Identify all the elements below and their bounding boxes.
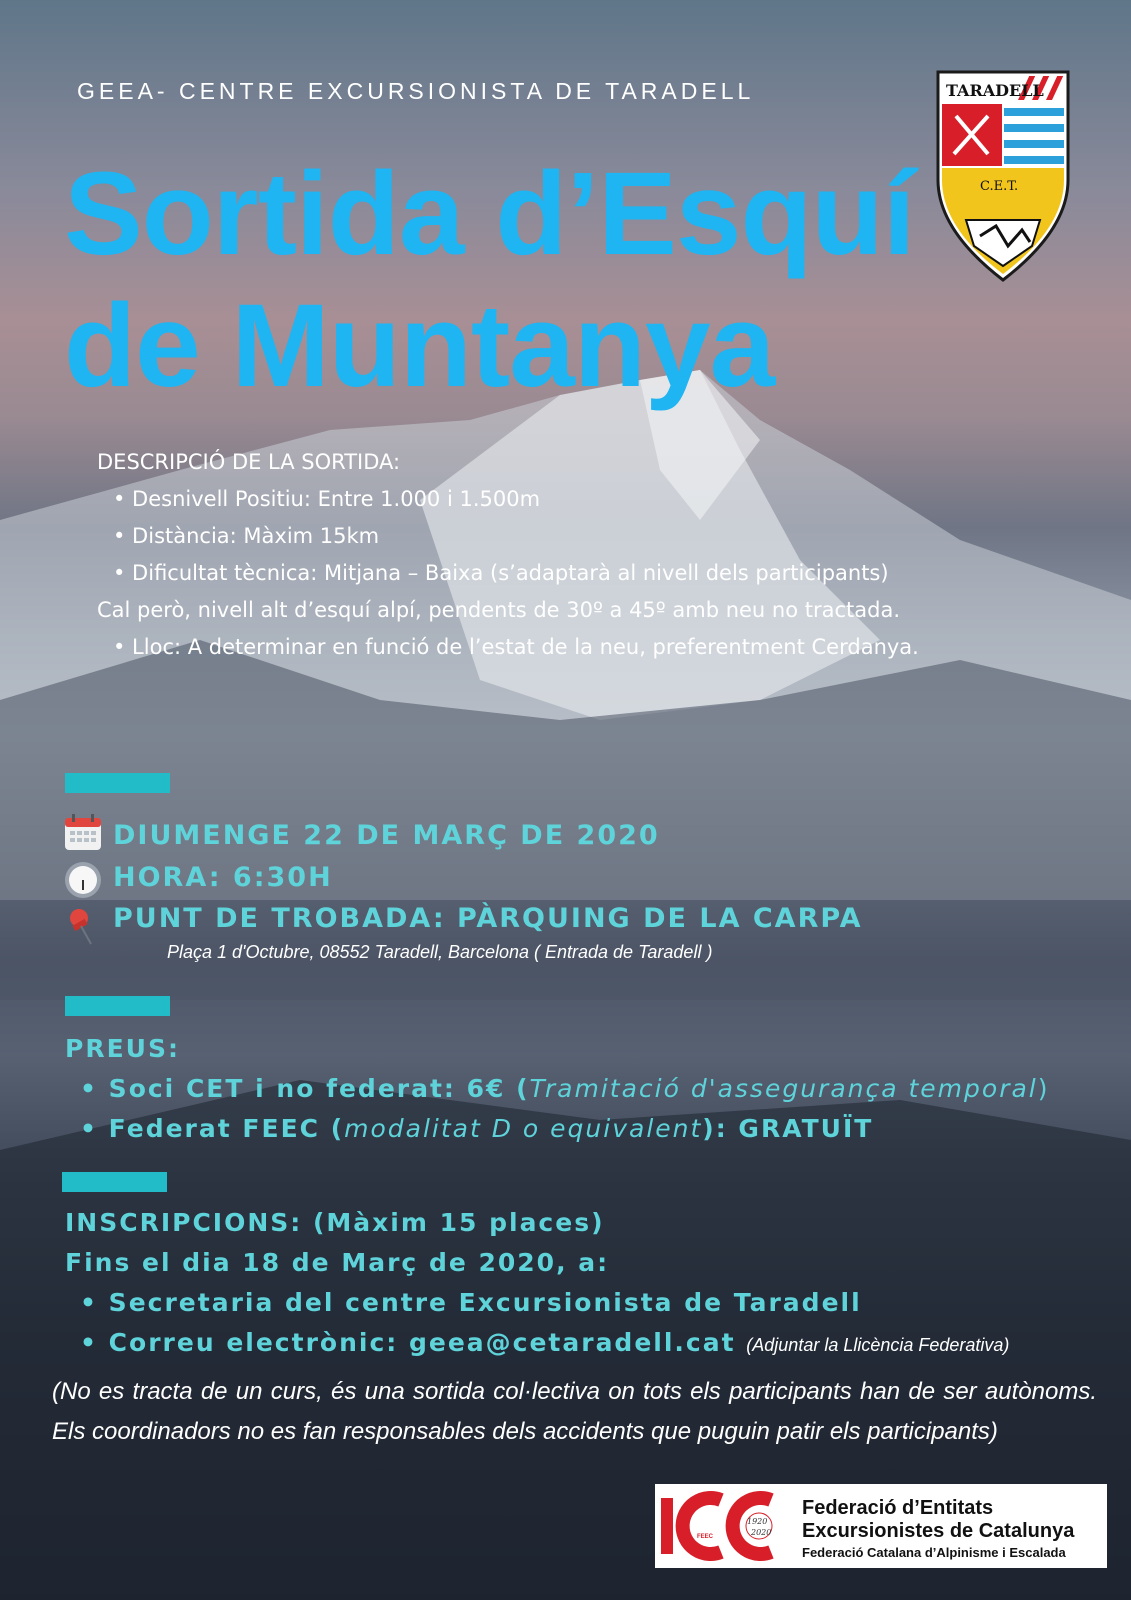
price-item-federated-note: modalitat D o equivalent: [344, 1114, 703, 1143]
price-item-member-end: ): [1037, 1074, 1050, 1103]
description-block: [97, 444, 919, 666]
description-item-location: • Lloc: A determinar en funció de l’estat de la neu, preferentment Cerdanya.: [113, 635, 919, 659]
feec-years-bottom: 2020: [751, 1528, 772, 1537]
price-item-member: [80, 1074, 1050, 1103]
section-divider: [65, 773, 170, 793]
meeting-point: PUNT DE TROBADA: PÀRQUING DE LA CARPA: [113, 903, 863, 934]
prices-heading: PREUS:: [65, 1034, 180, 1063]
title-line-2: de Muntanya: [64, 280, 775, 412]
registration-item-office: • Secretaria del centre Excursionista de Taradell: [80, 1288, 862, 1317]
pushpin-icon: [63, 906, 103, 946]
price-item-federated: [80, 1114, 873, 1143]
clock-icon: [63, 860, 103, 900]
club-shield-logo: [936, 70, 1070, 284]
registration-deadline: Fins el dia 18 de Març de 2020, a:: [65, 1248, 610, 1277]
registration-email[interactable]: • Correu electrònic: geea@cetaradell.cat: [80, 1328, 736, 1357]
description-item-elevation: • Desnivell Positiu: Entre 1.000 i 1.500m: [113, 487, 541, 511]
registration-heading: INSCRIPCIONS: (Màxim 15 places): [65, 1208, 605, 1237]
section-divider: [65, 996, 170, 1016]
description-note: Cal però, nivell alt d’esquí alpí, pendents de 30º a 45º amb neu no tractada.: [97, 598, 901, 622]
feec-name-line-3: Federació Catalana d’Alpinisme i Escalada: [802, 1545, 1066, 1560]
calendar-icon: [63, 812, 103, 852]
feec-badge: FEEC: [697, 1534, 714, 1540]
price-item-federated-end: ): GRATUÏT: [702, 1114, 874, 1143]
registration-item-email: [80, 1328, 1009, 1357]
event-time: HORA: 6:30H: [113, 862, 333, 893]
description-item-difficulty: • Dificultat tècnica: Mitjana – Baixa (s’adaptarà al nivell dels participants): [113, 561, 889, 585]
logo-top-text: TARADELL: [946, 81, 1044, 100]
price-item-member-label: • Soci CET i no federat: 6€ (: [80, 1074, 530, 1103]
description-item-distance: • Distància: Màxim 15km: [113, 524, 380, 548]
title-line-1: Sortida d’Esquí: [64, 148, 915, 280]
registration-email-note: (Adjuntar la Llicència Federativa): [746, 1335, 1010, 1355]
feec-name-line-2: Excursionistes de Catalunya: [802, 1520, 1075, 1542]
price-item-member-note: Tramitació d'assegurança temporal: [529, 1074, 1038, 1103]
feec-name-line-1: Federació d’Entitats: [802, 1497, 994, 1519]
feec-years-top: 1920: [747, 1517, 768, 1526]
feec-centenary-mark: [659, 1488, 799, 1564]
logo-initials: C.E.T.: [980, 179, 1019, 194]
disclaimer: (No es tracta de un curs, és una sortida col·lectiva on tots els participants han de ser autònoms. Els coordinadors no es fan responsables dels accidents que puguin patir els participants): [52, 1378, 1097, 1445]
organization-name: GEEA- CENTRE EXCURSIONISTA DE TARADELL: [77, 78, 755, 104]
page-title: [64, 148, 914, 412]
meeting-address: Plaça 1 d'Octubre, 08552 Taradell, Barcelona ( Entrada de Taradell ): [167, 942, 713, 962]
event-date: DIUMENGE 22 DE MARÇ DE 2020: [113, 820, 660, 851]
price-item-federated-label: • Federat FEEC (: [80, 1114, 345, 1143]
feec-logo: [655, 1484, 1107, 1568]
section-divider: [62, 1172, 167, 1192]
description-heading: DESCRIPCIÓ DE LA SORTIDA:: [97, 450, 401, 474]
